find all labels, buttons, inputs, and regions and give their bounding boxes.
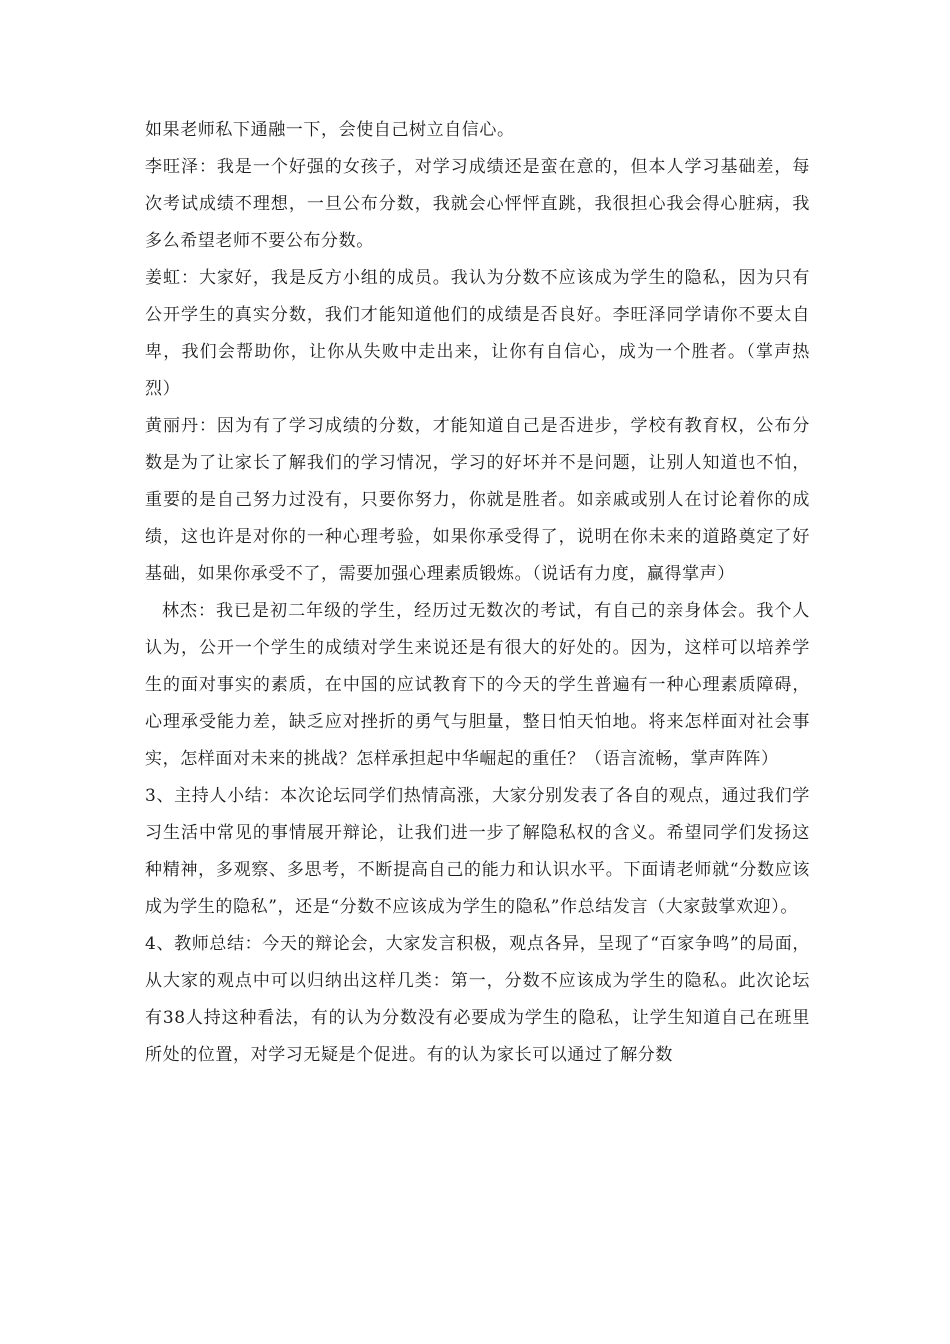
paragraph-host-summary: 3、主持人小结：本次论坛同学们热情高涨，大家分别发表了各自的观点，通过我们学习生活中常见的事情展开辩论，让我们进一步了解隐私权的含义。希望同学们发扬这种精神，多观察、多思考，不断提高自己的能力和认识水平。下面请老师就“分数应该成为学生的隐私”，还是“分数不应该成为学生的隐私”作总结发言（大家鼓掌欢迎）。 (145, 786, 810, 917)
paragraph-huang-lidan: 黄丽丹：因为有了学习成绩的分数，才能知道自己是否进步，学校有教育权，公布分数是为了让家长了解我们的学习情况，学习的好坏并不是问题，让别人知道也不怕，重要的是自己努力过没有，只要你努力，你就是胜者。如亲戚或别人在讨论着你的成绩，这也许是对你的一种心理考验，如果你承受得了，说明在你未来的道路奠定了好基础，如果你承受不了，需要加强心理素质锻炼。（说话有力度，赢得掌声） (145, 416, 810, 584)
paragraph-lin-jie: 林杰：我已是初二年级的学生，经历过无数次的考试，有自己的亲身体会。我个人认为，公开一个学生的成绩对学生来说还是有很大的好处的。因为，这样可以培养学生的面对事实的素质，在中国的应试教育下的今天的学生普遍有一种心理素质障碍，心理承受能力差，缺乏应对挫折的勇气与胆量，整日怕天怕地。将来怎样面对社会事实，怎样面对未来的挑战？怎样承担起中华崛起的重任？（语言流畅，掌声阵阵） (145, 601, 810, 769)
paragraph-li-wangze: 李旺泽：我是一个好强的女孩子，对学习成绩还是蛮在意的，但本人学习基础差，每次考试成绩不理想，一旦公布分数，我就会心怦怦直跳，我很担心我会得心脏病，我多么希望老师不要公布分数。 (145, 157, 810, 251)
paragraph-jiang-hong: 姜虹：大家好，我是反方小组的成员。我认为分数不应该成为学生的隐私，因为只有公开学生的真实分数，我们才能知道他们的成绩是否良好。李旺泽同学请你不要太自卑，我们会帮助你，让你从失败中走出来，让你有自信心，成为一个胜者。（掌声热烈） (145, 268, 810, 399)
paragraph-continuation: 如果老师私下通融一下，会使自己树立自信心。 (145, 120, 515, 140)
paragraph-teacher-summary: 4、教师总结：今天的辩论会，大家发言积极，观点各异，呈现了“百家争鸣”的局面，从大家的观点中可以归纳出这样几类：第一，分数不应该成为学生的隐私。此次论坛有38人持这种看法，有的认为分数没有必要成为学生的隐私，让学生知道自己在班里所处的位置，对学习无疑是个促进。有的认为家长可以通过了解分数 (145, 934, 810, 1065)
document-page (145, 112, 810, 1074)
